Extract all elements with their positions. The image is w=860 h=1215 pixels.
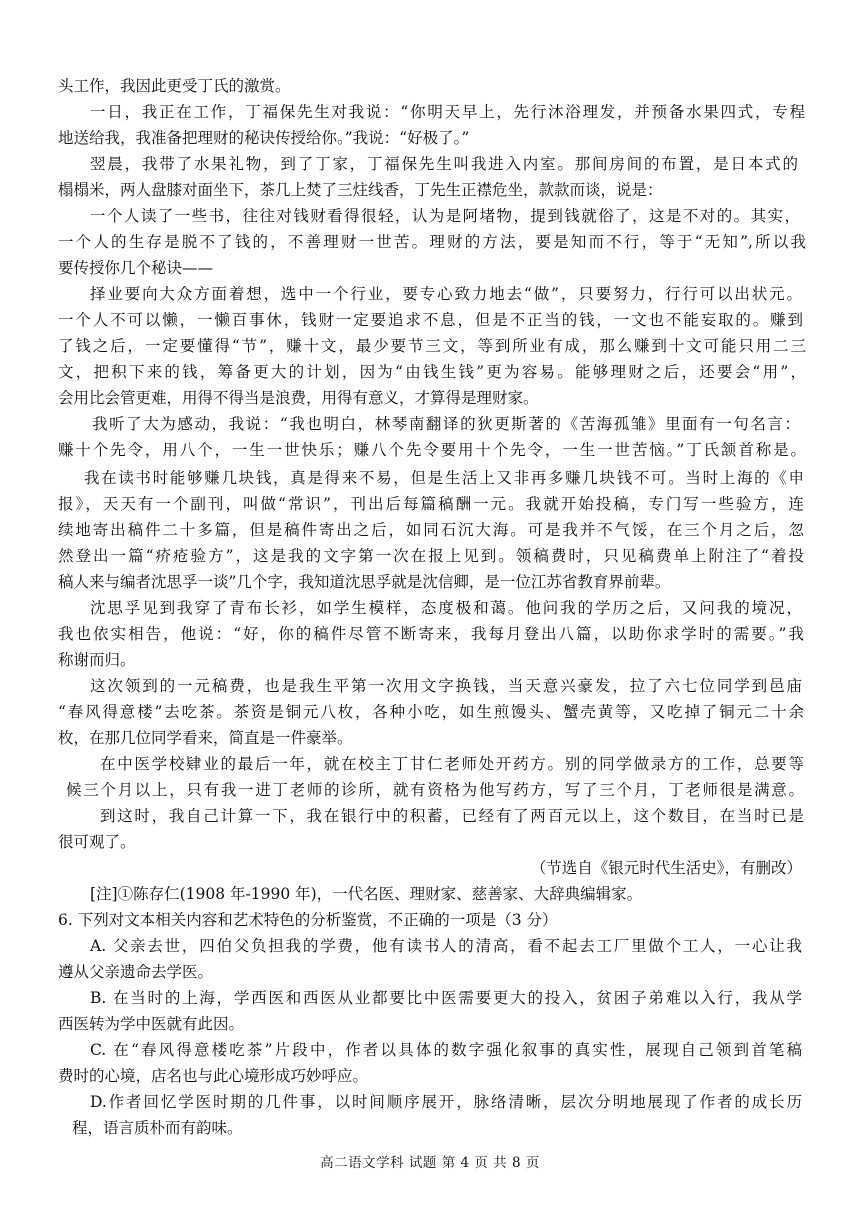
annotation-note: [注]①陈存仁(1908 年-1990 年)，一代名医、理财家、慈善家、大辞典编辑家。 <box>90 885 643 903</box>
passage-line: 要传授你几个秘诀—— <box>58 259 214 277</box>
passage-line: 我也依实相告，他说：“好，你的稿件尽管不断寄来，我每月登出八篇，以助你求学时的需要。”我 <box>58 625 804 643</box>
source-citation: （节选自《银元时代生活史》，有删改） <box>530 859 802 877</box>
passage-line: 地送给我，我准备把理财的秘诀传授给你。”我说：“好极了。” <box>58 129 470 147</box>
passage-line: 头工作，我因此更受丁氏的激赏。 <box>58 77 291 95</box>
passage-line: 我听了大为感动，我说：“我也明白，林琴南翻译的狄更斯著的《苦海孤雏》里面有一句名言： <box>92 415 800 433</box>
passage-line: 翌晨，我带了水果礼物，到了丁家，丁福保先生叫我进入内室。那间房间的布置，是日本式的 <box>90 155 798 173</box>
passage-line: 了钱之后，一定要懂得“节”，赚十文，最少要节三文，等到所业有成，那么赚到十文可能只用二三 <box>58 337 806 355</box>
passage-line: 在中医学校肄业的最后一年，就在校主丁甘仁老师处开药方。别的同学做录方的工作，总要等 <box>100 755 804 773</box>
option-b-line: B. 在当时的上海，学西医和西医从业都要比中医需要更大的投入，贫困子弟难以入行，我从学 <box>90 989 802 1007</box>
option-b-line: 西医转为学中医就有此因。 <box>58 1015 245 1033</box>
passage-line: 很可观了。 <box>58 833 136 851</box>
passage-line: 会用比会管更难，用得不得当是浪费，用得有意义，才算得是理财家。 <box>58 389 539 407</box>
passage-line: 一个人的生存是脱不了钱的，不善理财一世苦。理财的方法，要是知而不行，等于“无知”,所以我 <box>58 233 806 251</box>
passage-line: 择业要向大众方面着想，选中一个行业，要专心致力地去“做”，只要努力，行行可以出状元。 <box>90 285 802 303</box>
option-d-line: 程，语言质朴而有韵味。 <box>72 1119 243 1137</box>
passage-line: 我在读书时能够赚几块钱，真是得来不易，但是生活上又非再多赚几块钱不可。当时上海的《申 <box>84 469 804 487</box>
page-footer: 高二语文学科 试题 第 4 页 共 8 页 <box>320 1155 540 1171</box>
passage-line: 赚十个先令，用八个，一生一世快乐；赚八个先令要用十个先令，一生一世苦恼。”丁氏颔首称是。 <box>58 441 806 459</box>
passage-line: 到这时，我自己计算一下，我在银行中的积蓄，已经有了两百元以上，这个数目，在当时已是 <box>100 807 804 825</box>
passage-line: 这次领到的一元稿费，也是我生平第一次用文字换钱，当天意兴豪发，拉了六七位同学到邑庙 <box>90 677 802 695</box>
passage-line: 沈思孚见到我穿了青布长衫，如学生模样，态度极和蔼。他问我的学历之后，又问我的境况， <box>90 599 802 617</box>
passage-line: 称谢而归。 <box>58 651 136 669</box>
option-d-line: D.作者回忆学医时期的几件事，以时间顺序展开，脉络清晰，层次分明地展现了作者的成长历 <box>90 1093 802 1111</box>
passage-line: 候三个月以上，只有我一进丁老师的诊所，就有资格为他写药方，写了三个月，丁老师很是满意。 <box>66 781 804 799</box>
question-stem: 6. 下列对文本相关内容和艺术特色的分析鉴赏，不正确的一项是（3 分） <box>58 911 558 929</box>
passage-line: 报》，天天有一个副刊，叫做“常识”，刊出后每篇稿酬一元。我就开始投稿，专门写一些验方，连 <box>58 495 804 513</box>
passage-line: 续地寄出稿件二十多篇，但是稿件寄出之后，如同石沉大海。可是我并不气馁，在三个月之后，忽 <box>58 521 804 539</box>
option-a-line: A. 父亲去世，四伯父负担我的学费，他有读书人的清高，看不起去工厂里做个工人，一心让我 <box>90 937 802 955</box>
option-c-line: C. 在“春风得意楼吃茶”片段中，作者以具体的数字强化叙事的真实性，展现自己领到首笔稿 <box>90 1041 802 1059</box>
passage-line: 榻榻米，两人盘膝对面坐下，茶几上焚了三炷线香，丁先生正襟危坐，款款而谈，说是： <box>58 181 663 199</box>
passage-line: 枚，在那几位同学看来，简直是一件豪举。 <box>58 729 353 747</box>
passage-line: 一日，我正在工作，丁福保先生对我说：“你明天早上，先行沐浴理发，并预备水果四式，专程 <box>90 103 805 121</box>
passage-line: “春风得意楼”去吃茶。茶资是铜元八枚，各种小吃，如生煎馒头、蟹壳黄等，又吃掉了铜元二十余 <box>58 703 804 721</box>
passage-line: 稿人来与编者沈思孚一谈”几个字，我知道沈思孚就是沈信卿，是一位江苏省教育界前辈。 <box>58 573 671 591</box>
passage-line: 文，把积下来的钱，筹备更大的计划，因为“由钱生钱”更为容易。能够理财之后，还要会“用”， <box>58 363 806 381</box>
option-a-line: 遵从父亲遗命去学医。 <box>58 963 214 981</box>
passage-line: 一个人不可以懒，一懒百事休，钱财一定要追求不息，但是不正当的钱，一文也不能妄取的。赚到 <box>58 311 803 329</box>
passage-line: 然登出一篇“疥疮验方”，这是我的文字第一次在报上见到。领稿费时，只见稿费单上附注了“着投 <box>58 547 804 565</box>
passage-line: 一个人读了一些书，往往对钱财看得很轻，认为是阿堵物，提到钱就俗了，这是不对的。其实， <box>90 207 800 225</box>
option-c-line: 费时的心境，店名也与此心境形成巧妙呼应。 <box>58 1067 369 1085</box>
